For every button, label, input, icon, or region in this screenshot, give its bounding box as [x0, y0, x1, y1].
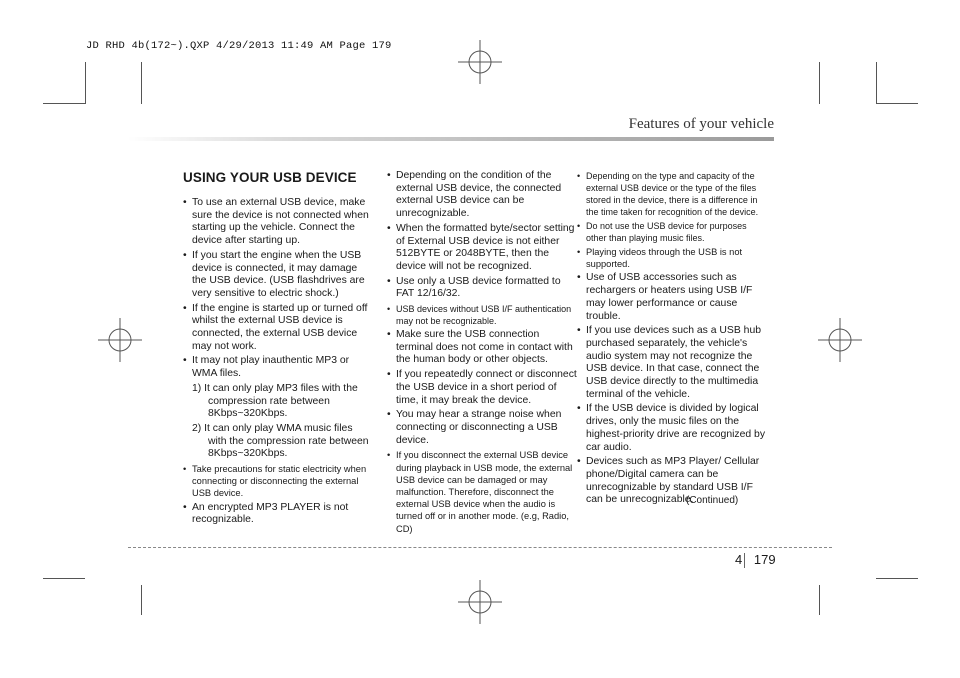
list-item: • Use only a USB device formatted to FAT 12/16/32. [387, 275, 561, 300]
crop-mark [876, 578, 918, 579]
list-item: • To use an external USB device, make sure the device is not connected when starting up the vehicle. Connect the device after starting up. [183, 197, 369, 247]
page-number [735, 552, 776, 567]
bullet-list [577, 170, 767, 507]
content-column-3 [577, 170, 767, 509]
list-item: • USB devices without USB I/F authentication may not be recognizable. [387, 304, 572, 327]
list-item: • Depending on the type and capacity of the external USB device or the type of the files stored in the device, there is a difference in the time taken for recognition of the device. [577, 171, 759, 217]
chapter-number: 4 [735, 552, 743, 567]
crosshair-circle-icon [458, 40, 502, 84]
bullet-list [183, 463, 373, 527]
crosshair-circle-icon [818, 318, 862, 362]
crop-mark [876, 103, 918, 104]
crop-mark [876, 62, 877, 104]
page-number-separator [744, 553, 745, 568]
crop-mark [85, 62, 86, 104]
list-item: • When the formatted byte/sector setting of External USB device is not either 512BYTE or 2048BYTE, then the device will not be recognized. [387, 222, 575, 272]
content-column-1 [183, 170, 373, 529]
print-slug: JD RHD 4b(172~).QXP 4/29/2013 11:49 AM Page 179 [86, 40, 392, 52]
footer-rule [128, 547, 832, 548]
list-item: • Use of USB accessories such as rechargers or heaters using USB I/F may lower performance or cause trouble. [577, 272, 753, 322]
crosshair-circle-icon [98, 318, 142, 362]
list-item: • It may not play inauthentic MP3 or WMA files. [183, 355, 350, 380]
list-item: • If the USB device is divided by logical drives, only the music files on the highest-priority drive are recognized by car audio. [577, 403, 766, 453]
list-item: • Make sure the USB connection terminal does not come in contact with the human body or other objects. [387, 329, 573, 366]
bullet-list [387, 170, 577, 535]
list-item: • Playing videos through the USB is not supported. [577, 247, 743, 270]
crop-mark [43, 103, 85, 104]
list-item: • Do not use the USB device for purposes other than playing music files. [577, 221, 747, 243]
list-item: • If you disconnect the external USB device during playback in USB mode, the external USB device can be damaged or may malfunction. Therefore, disconnect the external USB device when the audio is turned off or in another mode. (e.g, Radio, CD) [387, 450, 573, 534]
list-item: • You may hear a strange noise when connecting or disconnecting a USB device. [387, 409, 562, 446]
crop-mark [819, 585, 820, 615]
section-header-title: Features of your vehicle [628, 116, 774, 132]
crosshair-circle-icon [458, 580, 502, 624]
page-number-value: 179 [753, 552, 776, 567]
numbered-subitem: 1) It can only play MP3 files with the compression rate between 8Kbps~320Kbps. [192, 382, 358, 420]
crop-mark [819, 62, 820, 104]
crop-mark [141, 585, 142, 615]
continued-label: (Continued) [686, 495, 739, 506]
bullet-list [183, 197, 373, 381]
list-item: • If the engine is started up or turned off whilst the external USB device is connected, the external USB device may not work. [183, 302, 368, 352]
list-item: • If you use devices such as a USB hub purchased separately, the vehicle's audio system may not recognize the USB device. In that case, connect the USB device directly to the multimedia terminal of the vehicle. [577, 325, 762, 400]
list-item: • If you repeatedly connect or disconnect the USB device in a short period of time, it may break the device. [387, 369, 577, 406]
crop-mark [141, 62, 142, 104]
numbered-subitem: 2) It can only play WMA music files with the compression rate between 8Kbps~320Kbps. [192, 422, 369, 460]
section-title: USING YOUR USB DEVICE [183, 170, 357, 185]
list-item: • If you start the engine when the USB device is connected, it may damage the USB device. (USB flashdrives are very sensitive to electric shock.) [183, 249, 365, 299]
content-column-2 [387, 170, 577, 537]
list-item: • Depending on the condition of the external USB device, the connected external USB device can be unrecognizable. [387, 170, 562, 220]
list-item: • An encrypted MP3 PLAYER is not recognizable. [183, 501, 349, 526]
list-item: • Devices such as MP3 Player/ Cellular phone/Digital camera can be unrecognizable by standard USB I/F can be unrecognizable. [577, 456, 760, 506]
list-item: • Take precautions for static electricity when connecting or disconnecting the external USB device. [183, 464, 367, 499]
crop-mark [43, 578, 85, 579]
header-rule [128, 137, 774, 141]
